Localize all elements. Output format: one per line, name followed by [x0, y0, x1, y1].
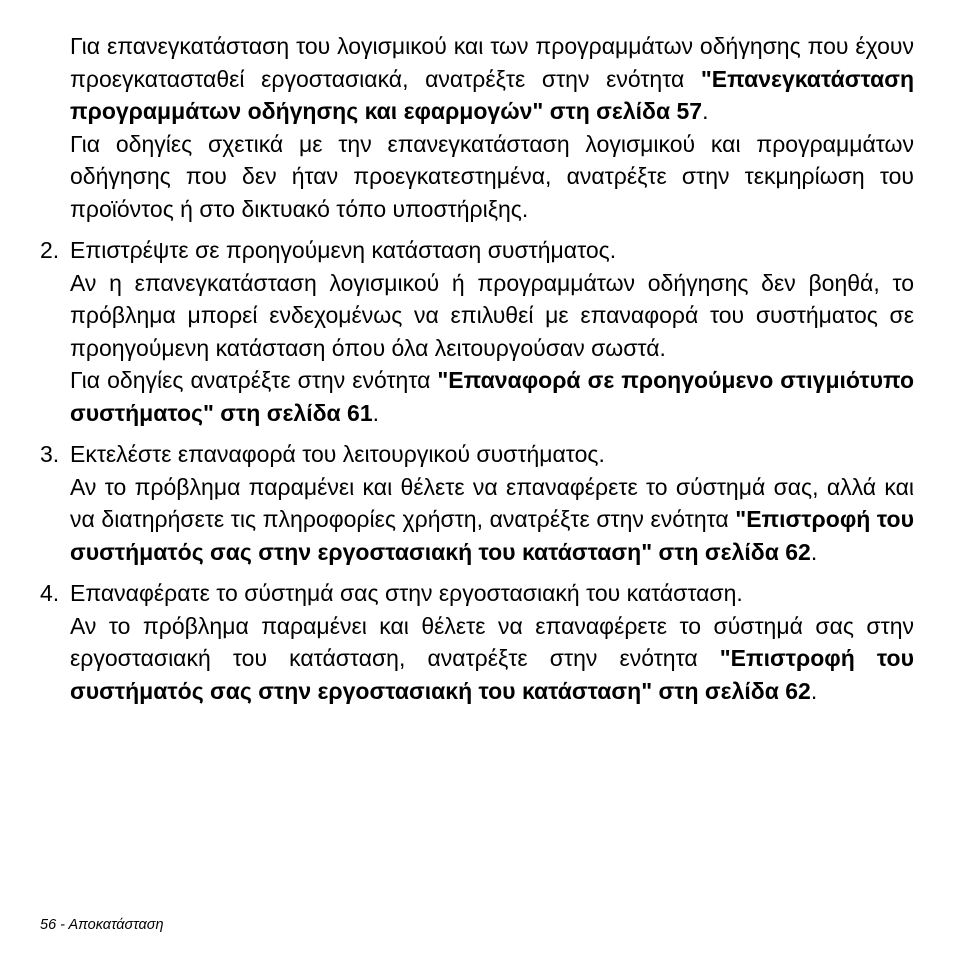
list-item-heading: Επαναφέρατε το σύστημά σας στην εργοστασιακή του κατάσταση.	[70, 580, 743, 606]
list-item-reference	[70, 364, 914, 429]
punctuation: .	[810, 677, 818, 704]
document-body	[40, 30, 914, 707]
cross-reference-link[interactable]: "Επανεγκατάσταση προγραμμάτων οδήγησης και εφαρμογών" στη σελίδα 57	[70, 65, 914, 124]
cross-reference-link[interactable]: "Επιστροφή του συστήματός σας στην εργοστασιακή του κατάσταση" στη σελίδα 62	[70, 645, 914, 704]
intro-text: Για επανεγκατάσταση του λογισμικού και των προγραμμάτων οδήγησης που έχουν προεγκατασταθεί εργοστασιακά, ανατρέξτε στην ενότητα	[70, 33, 914, 92]
reference-text: Αν το πρόβλημα παραμένει και θέλετε να επαναφέρετε το σύστημά σας στην εργοστασιακή του κατάσταση, ανατρέξτε στην ενότητα	[70, 612, 914, 671]
list-item-number: 3.	[40, 441, 60, 467]
intro-paragraph-2: Για οδηγίες σχετικά με την επανεγκατάσταση λογισμικού και προγραμμάτων οδήγησης που δεν ήταν προεγκατεστημένα, ανατρέξτε στην τεκμηρίωση του προϊόντος ή στο δικτυακό τόπο υποστήριξης.	[70, 130, 914, 222]
cross-reference-link[interactable]: "Επιστροφή του συστήματός σας στην εργοστασιακή του κατάσταση" στη σελίδα 62	[70, 506, 914, 565]
punctuation: .	[702, 98, 709, 124]
list-item-reference	[70, 471, 914, 569]
list-item-number: 4.	[40, 580, 60, 606]
reference-text: Για οδηγίες ανατρέξτε στην ενότητα	[70, 367, 438, 393]
list-item-heading: Εκτελέστε επαναφορά του λειτουργικού συστήματος.	[70, 441, 605, 467]
list-item	[40, 438, 914, 568]
intro-paragraph-1	[70, 30, 914, 128]
list-item	[40, 234, 914, 429]
list-item-body: Αν η επανεγκατάσταση λογισμικού ή προγραμμάτων οδήγησης δεν βοηθά, το πρόβλημα μπορεί ενδεχομένως να επιλυθεί με επαναφορά του συστήματος σε προηγούμενη κατάσταση όπου όλα λειτουργούσαν σωστά.	[70, 269, 914, 361]
list-item-number: 2.	[40, 237, 60, 263]
reference-text: Αν το πρόβλημα παραμένει και θέλετε να επαναφέρετε το σύστημά σας, αλλά και να διατηρήσετε τις πληροφορίες χρήστη, ανατρέξτε στην ενότητα	[70, 473, 914, 532]
list-item-reference	[70, 610, 914, 708]
punctuation: .	[372, 399, 380, 426]
list-item-heading: Επιστρέψτε σε προηγούμενη κατάσταση συστήματος.	[70, 237, 617, 263]
list-item	[40, 577, 914, 707]
punctuation: .	[810, 538, 818, 565]
cross-reference-link[interactable]: "Επαναφορά σε προηγούμενο στιγμιότυπο συστήματος" στη σελίδα 61	[70, 367, 914, 426]
page-footer: 56 - Αποκατάσταση	[40, 917, 164, 933]
